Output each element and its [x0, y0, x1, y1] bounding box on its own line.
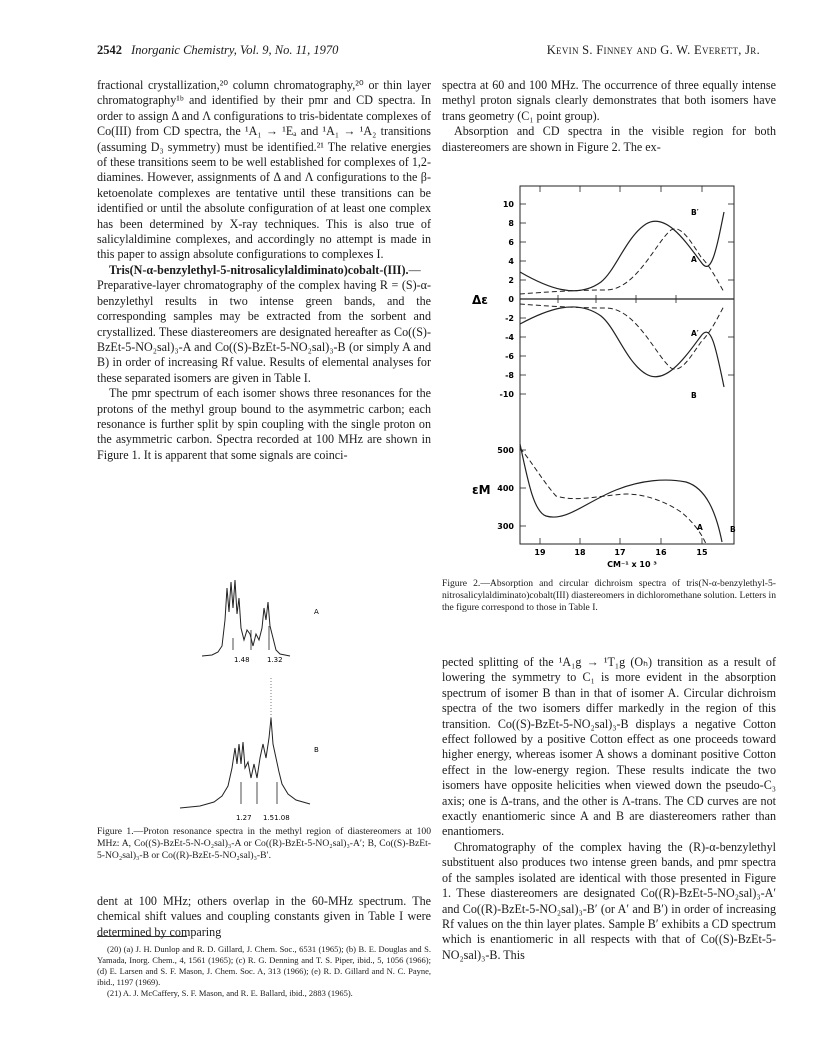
figure-1 — [150, 568, 350, 824]
tick-label: 1.27 — [236, 814, 252, 822]
abs-curve-a — [520, 448, 706, 544]
x-tick: 16 — [655, 548, 667, 557]
left-column-bottom — [97, 894, 431, 940]
references — [97, 944, 431, 999]
paragraph: Absorption and CD spectra in the visible region for both diastereomers are shown in Figure 2. The ex- — [442, 124, 776, 154]
section-paragraph — [97, 263, 431, 386]
abs-curve-label: B — [730, 525, 736, 534]
figure-2 — [466, 182, 766, 572]
left-column-top — [97, 78, 431, 463]
tick-label: 1.48 — [234, 656, 250, 664]
cd-tick: 6 — [508, 238, 514, 247]
abs-curve-label: A — [697, 523, 703, 532]
abs-axis-label: εM — [472, 483, 491, 497]
curve-label: A — [691, 255, 697, 264]
spectrum-b-label: B — [314, 746, 319, 754]
cd-tick: 4 — [508, 257, 514, 266]
x-tick: 19 — [534, 548, 546, 557]
cd-tick: 2 — [508, 276, 514, 285]
tick-label: 1.51.08 — [263, 814, 290, 822]
abs-tick: 300 — [497, 522, 514, 531]
x-tick: 15 — [696, 548, 708, 557]
right-column-top — [442, 78, 776, 155]
spectrum-a-label: A — [314, 608, 319, 616]
authors: Kevin S. Finney and G. W. Everett, Jr. — [546, 43, 760, 57]
section-text: —Preparative-layer chromatography of the complex having R = (S)-α-benzylethyl results in two intense green bands, and the corresponding samples may be extracted from the sorbent and crystallized. These diastereomers are designated hereafter as Co((S)-BzEt-5-NO₂sal)₃-A and Co((S)-BzEt-5-NO₂sal)₃-B (or simply A and B) in order of increasing Rf value. Results of elemental analyses for these separated isomers are given in Table I. — [97, 262, 431, 385]
paragraph: pected splitting of the ¹A₁g → ¹T₁g (Oₕ) transition as a result of lowering the symmetry to C₁ is more evident in the absorption spectrum of isomer B than in that of isomer A. Circular dichroism spectra of the two isomers differ markedly in the region of this transition. Co((S)-BzEt-5-NO₂sal)₃-B displays a negative Cotton effect followed by a positive Cotton effect as one proceeds toward higher energy, whereas isomer A shows a dominant positive Cotton effect in the low-energy region. These results indicate the two isomers have opposite helicities when viewed down the pseudo-C₃ axis; one is Δ-trans, and the other is Λ-trans. The CD curves are not exactly enantiomeric since A and B are diastereomers rather than enantiomers. — [442, 655, 776, 839]
cd-tick: 8 — [508, 219, 514, 228]
cd-curve-b — [520, 307, 724, 387]
right-column-bottom — [442, 655, 776, 963]
cd-tick: -6 — [505, 352, 514, 361]
reference: (21) A. J. McCaffery, S. F. Mason, and R. E. Ballard, ibid., 2883 (1965). — [107, 988, 353, 998]
curve-label: B′ — [691, 208, 699, 217]
page-number: 2542 — [97, 43, 122, 57]
cd-axis-label: Δε — [472, 293, 488, 307]
curve-label: A′ — [691, 329, 699, 338]
abs-curve-b — [520, 444, 722, 542]
cd-tick: -8 — [505, 371, 514, 380]
nmr-spectrum-a — [202, 580, 290, 656]
paragraph: fractional crystallization,²⁰ column chromatography,²⁰ or thin layer chromatography¹ᵇ and identified by their pmr and CD spectra. In order to assign Δ and Λ configurations to tris-bidentate complexes of Co(III) from CD spectra, the ¹A₁ → ¹Eₐ and ¹A₁ → ¹A₂ transitions (assuming D₃ symmetry) must be identified.²¹ The relative energies of these transitions seem to be well established for complexes of 1,2-diamines. However, assignments of Δ and Λ configurations to the β-ketoenolate complexes are tentative until these transitions can be identified or until the absolute configuration of at least one complex has been determined by X-ray techniques. This is also true of salicylaldimine complexes, and accordingly no attempt is made in this paper to assign absolute configurations to complexes I. — [97, 78, 431, 262]
cd-tick: 0 — [508, 295, 514, 304]
cd-tick: -4 — [505, 333, 514, 342]
cd-curve-b-prime — [520, 212, 724, 291]
figure-2-caption: Figure 2.—Absorption and circular dichroism spectra of tris(N-α-benzylethyl-5-nitrosalicylaldiminato)cobalt(III) diastereomers in dichloromethane solution. Letters in the figure correspond to those in Table I. — [442, 578, 776, 613]
cd-tick: -10 — [499, 390, 514, 399]
paragraph: Chromatography of the complex having the (R)-α-benzylethyl substituent also produces two intense green bands, and pmr spectra of the samples isolated are identical with those presented in Figure 1. These diastereomers are designated Co((R)-BzEt-5-NO₂sal)₃-A′ and Co((R)-BzEt-5-NO₂sal)₃-B′ (or A′ and B′) in order of increasing Rf values on the thin layer plates. Sample B′ exhibits a CD spectrum which is enantiomeric in all respects with that of Co((S)-BzEt-5-NO₂sal)₃-B. This — [442, 839, 776, 962]
section-title: Tris(N-α-benzylethyl-5-nitrosalicylaldiminato)cobalt-(III). — [109, 262, 409, 277]
curve-label: B — [691, 391, 697, 400]
tick-label: 1.32 — [267, 656, 283, 664]
abs-tick: 500 — [497, 446, 514, 455]
reference: (20) (a) J. H. Dunlop and R. D. Gillard, J. Chem. Soc., 6531 (1965); (b) B. E. Douglas and S. Yamada, Inorg. Chem., 4, 1561 (1965); (c) R. G. Denning and T. S. Piper, ibid., 5, 1056 (1966); (d) E. Larsen and S. F. Mason, J. Chem. Soc. A, 313 (1966); (e) R. D. Gillard and N. C. Payne, ibid., 1197 (1969). — [97, 944, 431, 987]
footnote-rule — [97, 936, 187, 937]
paragraph: spectra at 60 and 100 MHz. The occurrence of three equally intense methyl proton signals clearly demonstrates that both isomers have trans geometry (C₁ point group). — [442, 78, 776, 123]
x-axis-label: CM⁻¹ x 10 ³ — [607, 560, 657, 569]
cd-tick: -2 — [505, 314, 514, 323]
page-header — [97, 43, 760, 59]
x-tick: 17 — [614, 548, 626, 557]
figure-1-caption: Figure 1.—Proton resonance spectra in the methyl region of diastereomers at 100 MHz: A, Co((S)-BzEt-5-N-O₂sal)₃-A or Co((R)-BzEt-5-NO₂sal)₃-A′; B, Co((S)-BzEt-5-NO₂sal)₃-B or Co((R)-BzEt-5-NO₂sal)₃-B′. — [97, 826, 431, 861]
nmr-spectrum-b — [180, 718, 310, 808]
abs-tick: 400 — [497, 484, 514, 493]
journal-title: Inorganic Chemistry, Vol. 9, No. 11, 1970 — [131, 43, 339, 57]
cd-tick: 10 — [502, 200, 514, 209]
paragraph: The pmr spectrum of each isomer shows three resonances for the protons of the methyl group bound to the asymmetric carbon; each resonance is further split by spin coupling with the single proton on the asymmetric carbon. Spectra recorded at 100 MHz are shown in Figure 1. It is apparent that some signals are coinci- — [97, 386, 431, 462]
paragraph: dent at 100 MHz; others overlap in the 60-MHz spectrum. The chemical shift values and coupling constants given in Table I were determined by comparing — [97, 894, 431, 939]
x-tick: 18 — [574, 548, 586, 557]
